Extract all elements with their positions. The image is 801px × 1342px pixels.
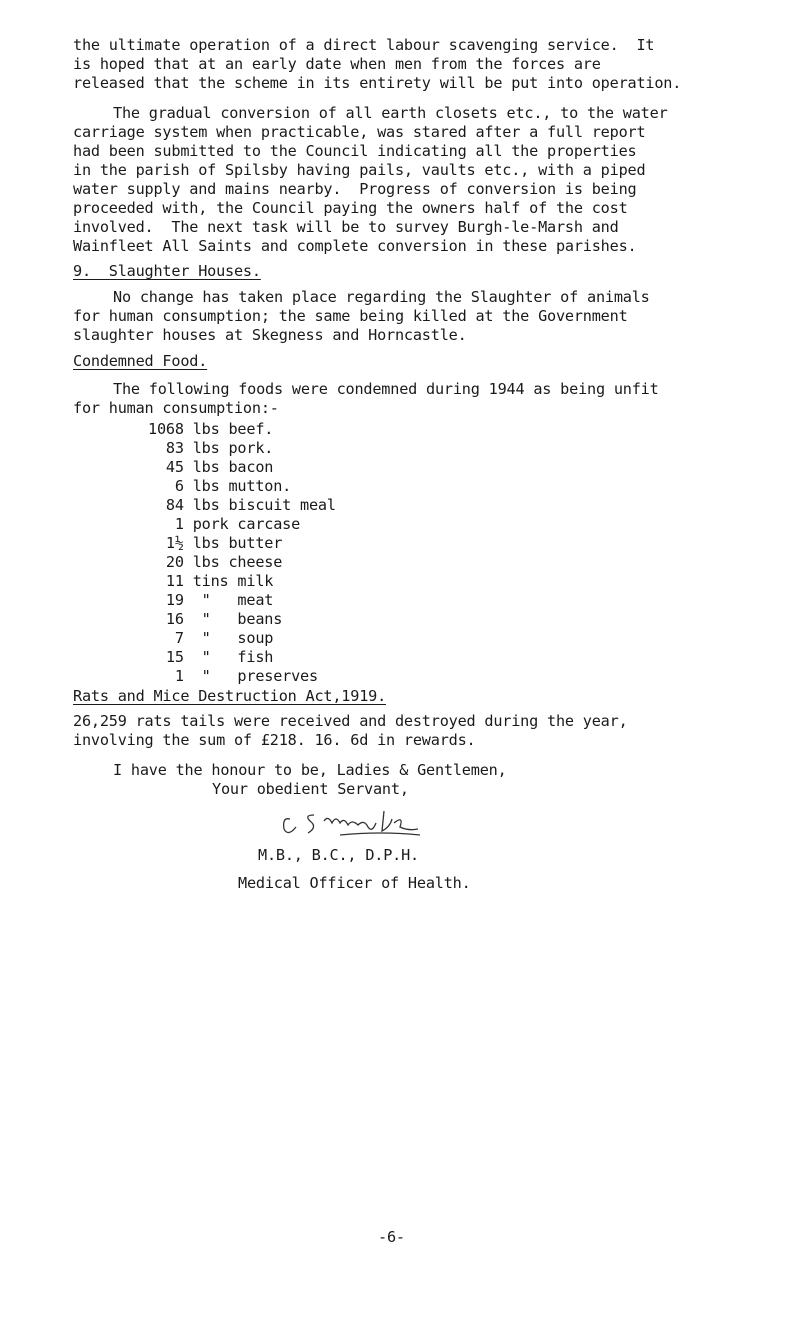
text-line: involving the sum of £218. 16. 6d in rewards.	[73, 731, 476, 749]
section-heading: 9. Slaughter Houses.	[73, 262, 261, 280]
text-line: Wainfleet All Saints and complete conversion in these parishes.	[73, 237, 637, 255]
text-line: The gradual conversion of all earth closets etc., to the water	[113, 104, 668, 122]
signature-title: Medical Officer of Health.	[238, 874, 471, 892]
list-item: 7 " soup	[148, 629, 274, 647]
text-line: No change has taken place regarding the Slaughter of animals	[113, 288, 650, 306]
list-item: 1 " preserves	[148, 667, 318, 685]
closing-line: Your obedient Servant,	[212, 780, 409, 798]
text-line: for human consumption; the same being killed at the Government	[73, 307, 628, 325]
list-item: 45 lbs bacon	[148, 458, 274, 476]
text-line: is hoped that at an early date when men from the forces are	[73, 55, 601, 73]
closing-line: I have the honour to be, Ladies & Gentlemen,	[113, 761, 507, 779]
list-item: 16 " beans	[148, 610, 283, 628]
list-item: 19 " meat	[148, 591, 274, 609]
signature-qualifications: M.B., B.C., D.P.H.	[258, 846, 419, 864]
section-heading: Condemned Food.	[73, 352, 208, 370]
list-item: 11 tins milk	[148, 572, 274, 590]
page-number: -6-	[378, 1228, 405, 1246]
section-heading: Rats and Mice Destruction Act,1919.	[73, 687, 387, 705]
text-line: had been submitted to the Council indicating all the properties	[73, 142, 637, 160]
text-line: released that the scheme in its entirety will be put into operation.	[73, 74, 682, 92]
text-line: The following foods were condemned during 1944 as being unfit	[113, 380, 659, 398]
list-item: 6 lbs mutton.	[148, 477, 292, 495]
text-line: the ultimate operation of a direct labour scavenging service. It	[73, 36, 655, 54]
list-item: 1068 lbs beef.	[148, 420, 274, 438]
signature	[280, 805, 430, 847]
list-item: 1 pork carcase	[148, 515, 301, 533]
text-line: carriage system when practicable, was stared after a full report	[73, 123, 646, 141]
text-line: slaughter houses at Skegness and Horncastle.	[73, 326, 467, 344]
text-line: proceeded with, the Council paying the owners half of the cost	[73, 199, 628, 217]
list-item: 15 " fish	[148, 648, 274, 666]
text-line: involved. The next task will be to survey Burgh-le-Marsh and	[73, 218, 619, 236]
text-line: in the parish of Spilsby having pails, vaults etc., with a piped	[73, 161, 646, 179]
list-item: 83 lbs pork.	[148, 439, 274, 457]
list-item: 20 lbs cheese	[148, 553, 283, 571]
list-item: 1½ lbs butter	[148, 534, 283, 552]
text-line: water supply and mains nearby. Progress of conversion is being	[73, 180, 637, 198]
text-line: for human consumption:-	[73, 399, 279, 417]
list-item: 84 lbs biscuit meal	[148, 496, 336, 514]
text-line: 26,259 rats tails were received and destroyed during the year,	[73, 712, 628, 730]
